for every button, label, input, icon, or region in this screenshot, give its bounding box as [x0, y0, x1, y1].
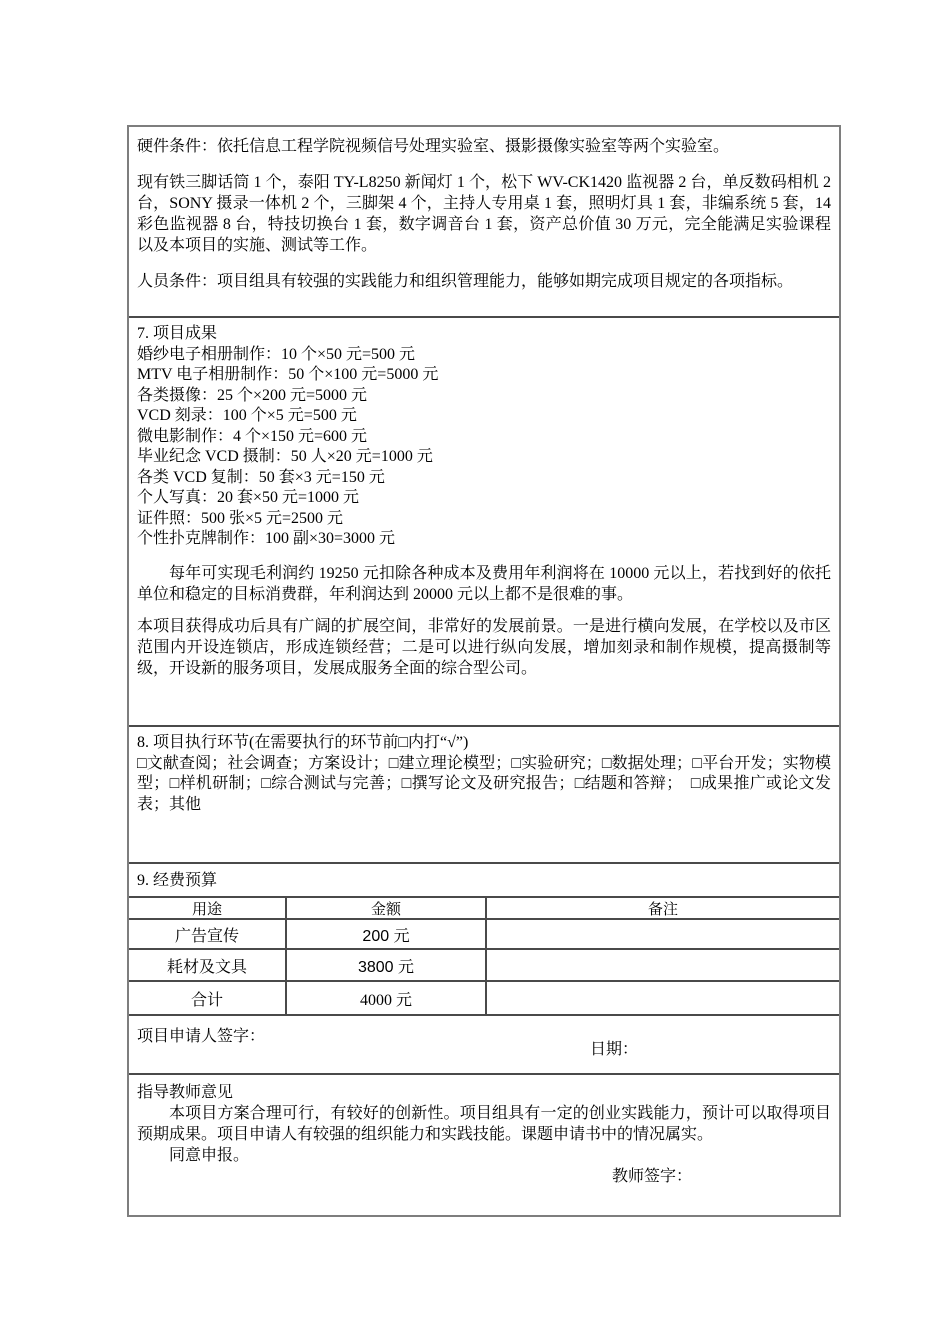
budget-header-amount: 金额 — [287, 898, 487, 920]
result-item: 个人写真：20 套×50 元=1000 元 — [137, 489, 360, 506]
teacher-comment-paragraph: 本项目方案合理可行，有较好的创新性。项目组具有一定的创业实践能力，预计可以取得项目预期成果。项目申请人有较强的组织能力和实践技能。课题申请书中的情况属实。 — [137, 1105, 831, 1143]
application-form-table — [127, 125, 841, 1217]
date-label: 日期： — [590, 1041, 639, 1058]
budget-title: 9. 经费预算 — [137, 872, 218, 889]
applicant-signature-label: 项目申请人签字： — [137, 1028, 266, 1045]
result-item: 毕业纪念 VCD 摄制：50 人×20 元=1000 元 — [137, 448, 433, 465]
profit-estimate-paragraph: 每年可实现毛利润约 19250 元扣除各种成本及费用年利润将在 10000 元以上，若找到好的依托单位和稳定的目标消费群，年利润达到 20000 元以上都不是很难的事。 — [137, 564, 831, 603]
budget-cell-note — [487, 982, 839, 1014]
section-project-results — [129, 318, 839, 727]
execution-steps-title: 8. 项目执行环节(在需要执行的环节前□内打“√”) — [137, 734, 469, 751]
budget-cell-use: 广告宣传 — [129, 920, 287, 950]
section-conditions — [129, 127, 839, 318]
budget-cell-amount: 4000 元 — [287, 982, 487, 1014]
result-item: 婚纱电子相册制作：10 个×50 元=500 元 — [137, 345, 416, 363]
teacher-opinion-title: 指导教师意见 — [137, 1084, 234, 1101]
budget-cell-use: 耗材及文具 — [129, 950, 287, 982]
section-applicant-signature — [129, 1016, 839, 1075]
approval-note: 同意申报。 — [169, 1147, 250, 1164]
budget-cell-amount: 200 元 — [287, 920, 487, 950]
result-item: 微电影制作：4 个×150 元=600 元 — [137, 427, 368, 445]
section-teacher-opinion — [129, 1075, 839, 1215]
personnel-conditions-paragraph: 人员条件：项目组具有较强的实践能力和组织管理能力，能够如期完成项目规定的各项指标。 — [137, 273, 794, 290]
budget-cell-amount: 3800 元 — [287, 950, 487, 982]
result-item: 个性扑克牌制作：100 副×30=3000 元 — [137, 530, 396, 547]
result-item: 各类摄像：25 个×200 元=5000 元 — [137, 386, 368, 404]
budget-cell-note — [487, 950, 839, 982]
execution-checklist: □文献查阅；社会调查；方案设计；□建立理论模型；□实验研究；□数据处理；□平台开发；实物模型；□样机研制；□综合测试与完善；□撰写论文及研究报告；□结题和答辩； □成果推广或论文发表；其他 — [137, 754, 831, 813]
section-budget-title — [129, 864, 839, 898]
budget-header-note: 备注 — [487, 898, 839, 920]
result-item: VCD 刻录：100 个×5 元=500 元 — [137, 407, 357, 424]
budget-table — [129, 898, 839, 1016]
expansion-outlook-paragraph: 本项目获得成功后具有广阔的扩展空间，非常好的发展前景。一是进行横向发展，在学校以及市区范围内开设连锁店，形成连锁经营；二是可以进行纵向发展，增加刻录和制作规模，提高摄制等级，开设新的服务项目，发展成服务全面的综合型公司。 — [137, 617, 831, 677]
teacher-signature-label: 教师签字： — [612, 1168, 693, 1185]
section-execution-steps — [129, 727, 839, 864]
budget-cell-use: 合计 — [129, 982, 287, 1014]
budget-header-use: 用途 — [129, 898, 287, 920]
equipment-list-paragraph: 现有铁三脚话筒 1 个，泰阳 TY-L8250 新闻灯 1 个，松下 WV-CK1420 监视器 2 台，单反数码相机 2 台，SONY 摄录一体机 2 个，三脚架 4 个，主持人专用桌 1 套，照明灯具 1 套，非编系统 5 套，14 彩色监视器 8 台，特技切换台 1 套，数字调音台 1 套，资产总价值 30 万元，完全能满足实验课程以及本项目的实施、测试等工作。 — [137, 174, 831, 254]
result-item: MTV 电子相册制作：50 个×100 元=5000 元 — [137, 366, 439, 383]
result-item: 各类 VCD 复制：50 套×3 元=150 元 — [137, 468, 385, 486]
hardware-conditions-paragraph: 硬件条件：依托信息工程学院视频信号处理实验室、摄影摄像实验室等两个实验室。 — [137, 138, 730, 155]
budget-cell-note — [487, 920, 839, 950]
result-item: 证件照：500 张×5 元=2500 元 — [137, 509, 344, 527]
project-results-title: 7. 项目成果 — [137, 325, 218, 342]
